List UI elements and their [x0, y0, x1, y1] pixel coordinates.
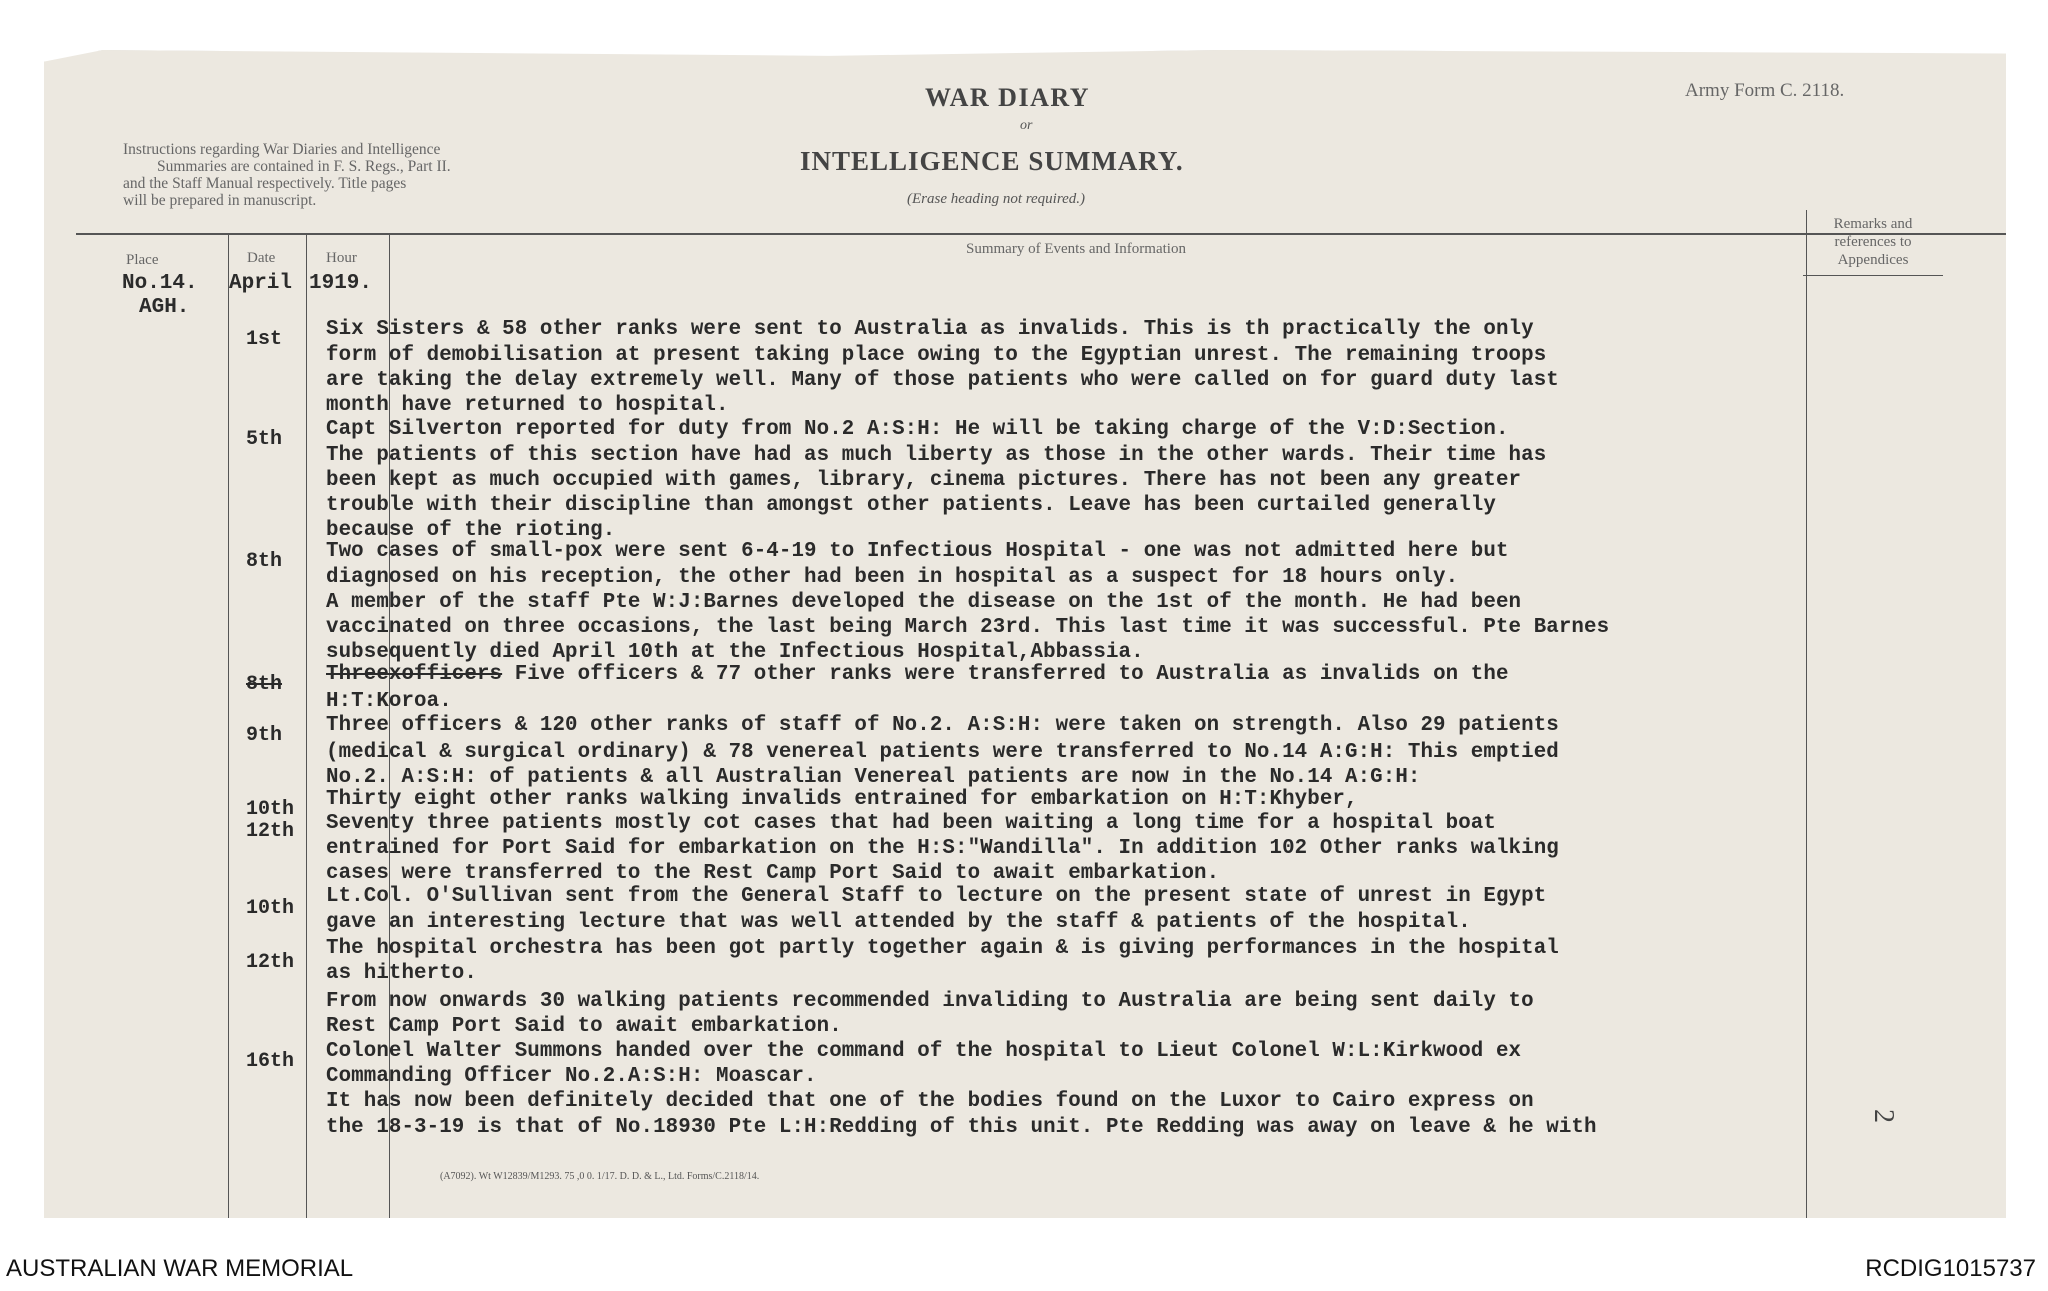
- remarks-line: references to: [1834, 234, 1912, 250]
- instructions-line: and the Staff Manual respectively. Title pages: [123, 175, 407, 192]
- printer-imprint: (A7092). Wt W12839/M1293. 75 ,0 0. 1/17. D. D. & L., Ltd. Forms/C.2118/14.: [440, 1171, 760, 1182]
- entry-line: Two cases of small-pox were sent 6-4-19 to Infectious Hospital - one was not admitted here but: [326, 540, 1509, 563]
- entry-date: 10th: [246, 798, 295, 821]
- entry-line: form of demobilisation at present taking place owing to the Egyptian unrest. The remaining troops: [326, 344, 1547, 367]
- entry-line: Rest Camp Port Said to await embarkation.: [326, 1015, 842, 1038]
- entry-date: 12th: [246, 951, 295, 974]
- place-unit: No.14.: [122, 272, 198, 295]
- place-abbrev: AGH.: [139, 296, 190, 319]
- column-header-summary: Summary of Events and Information: [966, 241, 1186, 257]
- entry-line: (medical & surgical ordinary) & 78 venereal patients were transferred to No.14 A:G:H: This emptied: [326, 741, 1559, 764]
- entry-date: 10th: [246, 897, 295, 920]
- page-number: 2: [1868, 1109, 1899, 1123]
- entry-line: as hitherto.: [326, 962, 477, 985]
- entry-line: trouble with their discipline than amongst other patients. Leave has been curtailed generally: [326, 494, 1496, 517]
- entry-line: Three officers & 120 other ranks of staff of No.2. A:S:H: were taken on strength. Also 29 patients: [326, 714, 1559, 737]
- column-header-hour: Hour: [326, 250, 357, 266]
- entry-line: the 18-3-19 is that of No.18930 Pte L:H:Redding of this unit. Pte Redding was away on leave & he with: [326, 1116, 1597, 1139]
- entry-line: A member of the staff Pte W:J:Barnes developed the disease on the 1st of the month. He had been: [326, 591, 1522, 614]
- instructions-line: Summaries are contained in F. S. Regs., Part II.: [157, 158, 451, 175]
- column-divider: [1806, 210, 1807, 1218]
- column-header-date: Date: [247, 250, 276, 266]
- table-top-rule: [76, 233, 2006, 235]
- entry-date: 9th: [246, 724, 283, 747]
- entry-line: The hospital orchestra has been got partly together again & is giving performances in the hospital: [326, 937, 1559, 960]
- table-header-rule: [1803, 275, 1943, 276]
- remarks-line: Remarks and: [1833, 216, 1913, 232]
- entry-date: 8th: [246, 550, 283, 573]
- entry-line: Six Sisters & 58 other ranks were sent to Australia as invalids. This is th practically the only: [326, 318, 1534, 341]
- date-month: April: [229, 272, 293, 295]
- entry-line: Lt.Col. O'Sullivan sent from the General Staff to lecture on the present state of unrest in Egypt: [326, 885, 1547, 908]
- entry-line: From now onwards 30 walking patients recommended invaliding to Australia are being sent daily to: [326, 990, 1534, 1013]
- column-header-remarks: [1803, 215, 1943, 269]
- entry-line: It has now been definitely decided that one of the bodies found on the Luxor to Cairo express on: [326, 1090, 1534, 1113]
- date-year: 1919.: [309, 272, 373, 295]
- entry-line: The patients of this section have had as much liberty as those in the other wards. Their time has: [326, 444, 1547, 467]
- entry-line: entrained for Port Said for embarkation on the H:S:"Wandilla". In addition 102 Other ranks walking: [326, 837, 1559, 860]
- entry-line: cases were transferred to the Rest Camp Port Said to await embarkation.: [326, 862, 1220, 885]
- entry-line: Seventy three patients mostly cot cases that had been waiting a long time for a hospital boat: [326, 812, 1496, 835]
- remarks-line: Appendices: [1837, 252, 1909, 268]
- entry-line: vaccinated on three occasions, the last being March 23rd. This last time it was successful. Pte Barnes: [326, 616, 1610, 639]
- entry-line: [326, 663, 1509, 686]
- entry-line: month have returned to hospital.: [326, 394, 729, 417]
- form-number: Army Form C. 2118.: [1685, 80, 1845, 101]
- entry-line: gave an interesting lecture that was well attended by the staff & patients of the hospital.: [326, 911, 1471, 934]
- entry-line: because of the rioting.: [326, 519, 616, 542]
- entry-line: Colonel Walter Summons handed over the command of the hospital to Lieut Colonel W:L:Kirkwood ex: [326, 1040, 1522, 1063]
- struck-text: Threexofficers: [326, 663, 503, 686]
- entry-line: subsequently died April 10th at the Infectious Hospital,Abbassia.: [326, 641, 1144, 664]
- instructions-note: [123, 141, 573, 209]
- entry-line: are taking the delay extremely well. Many of those patients who were called on for guard duty last: [326, 369, 1559, 392]
- column-divider: [306, 233, 307, 1218]
- instructions-line: will be prepared in manuscript.: [123, 192, 317, 209]
- entry-line: Thirty eight other ranks walking invalids entrained for embarkation on H:T:Khyber,: [326, 788, 1358, 811]
- entry-line: diagnosed on his reception, the other had been in hospital as a suspect for 18 hours only.: [326, 566, 1459, 589]
- instructions-line: Instructions regarding War Diaries and Intelligence: [123, 141, 441, 158]
- diary-subtitle: INTELLIGENCE SUMMARY.: [800, 146, 1184, 176]
- footer-record-id: RCDIG1015737: [1865, 1255, 2036, 1282]
- erase-note: (Erase heading not required.): [907, 191, 1086, 207]
- entry-line: been kept as much occupied with games, library, cinema pictures. There has not been any greater: [326, 469, 1522, 492]
- entry-date: 16th: [246, 1050, 295, 1073]
- column-divider: [228, 233, 229, 1218]
- entry-line: Capt Silverton reported for duty from No.2 A:S:H: He will be taking charge of the V:D:Section.: [326, 418, 1509, 441]
- title-connector: or: [1020, 118, 1033, 133]
- entry-date: 5th: [246, 428, 283, 451]
- entry-date: 1st: [246, 328, 283, 351]
- entry-text: Five officers & 77 other ranks were transferred to Australia as invalids on the: [514, 663, 1509, 686]
- entry-line: H:T:Koroa.: [326, 690, 452, 713]
- diary-title: WAR DIARY: [925, 83, 1090, 112]
- entry-line: No.2. A:S:H: of patients & all Australian Venereal patients are now in the No.14 A:G:H:: [326, 766, 1421, 789]
- entry-date: 12th: [246, 820, 295, 843]
- entry-line: Commanding Officer No.2.A:S:H: Moascar.: [326, 1065, 817, 1088]
- footer-institution: AUSTRALIAN WAR MEMORIAL: [6, 1255, 354, 1282]
- column-header-place: Place: [126, 252, 159, 268]
- entry-date: 8th: [246, 673, 283, 696]
